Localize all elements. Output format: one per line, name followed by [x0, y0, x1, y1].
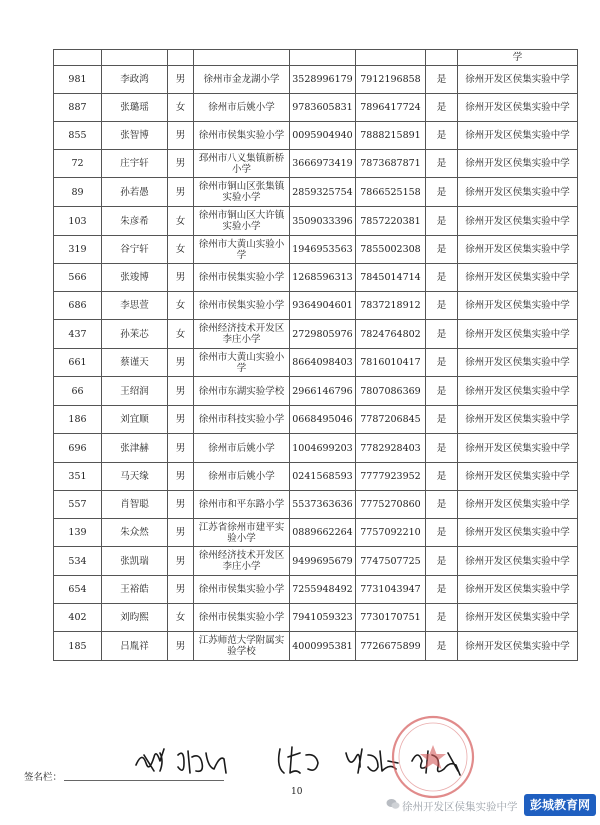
table-cell: 7941059323	[290, 604, 356, 632]
table-cell: 7837218912	[356, 292, 426, 320]
table-cell: 9499695679	[290, 547, 356, 576]
table-cell: 3666973419	[290, 150, 356, 178]
table-cell: 139	[54, 519, 102, 547]
table-cell: 0095904940	[290, 122, 356, 150]
table-cell: 2966146796	[290, 377, 356, 406]
table-cell: 徐州开发区侯集实验中学	[458, 491, 578, 519]
table-cell: 7255948492	[290, 576, 356, 604]
table-cell: 徐州市金龙湖小学	[194, 66, 290, 94]
table-cell: 7873687871	[356, 150, 426, 178]
table-cell: 江苏师范大学附属实验学校	[194, 632, 290, 661]
table-cell: 是	[426, 406, 458, 434]
table-row-fragment	[54, 50, 578, 66]
table-cell: 661	[54, 349, 102, 377]
table-cell: 9364904601	[290, 292, 356, 320]
table-cell: 566	[54, 264, 102, 292]
table-cell: 男	[168, 406, 194, 434]
official-seal	[388, 712, 478, 802]
table-cell: 5537363636	[290, 491, 356, 519]
table-cell: 朱彦希	[102, 207, 168, 236]
table-cell: 徐州开发区侯集实验中学	[458, 349, 578, 377]
table-row	[54, 122, 578, 150]
table-cell: 7726675899	[356, 632, 426, 661]
table-cell: 男	[168, 519, 194, 547]
table-cell: 686	[54, 292, 102, 320]
table-cell: 2729805976	[290, 320, 356, 349]
table-cell: 0668495046	[290, 406, 356, 434]
table-cell: 是	[426, 320, 458, 349]
table-row	[54, 632, 578, 661]
table-cell: 402	[54, 604, 102, 632]
table-cell: 徐州市后姚小学	[194, 94, 290, 122]
table-cell: 徐州市侯集实验小学	[194, 292, 290, 320]
table-cell: 男	[168, 178, 194, 207]
table-cell: 0241568593	[290, 463, 356, 491]
table-cell: 437	[54, 320, 102, 349]
table-cell: 邳州市八义集镇新桥小学	[194, 150, 290, 178]
wechat-icon	[386, 798, 400, 810]
table-cell: 王绍润	[102, 377, 168, 406]
table-cell: 蔡谨天	[102, 349, 168, 377]
table-cell: 肖智聪	[102, 491, 168, 519]
table-cell: 男	[168, 547, 194, 576]
table-cell: 887	[54, 94, 102, 122]
table-cell: 徐州市侯集实验小学	[194, 264, 290, 292]
table-row	[54, 292, 578, 320]
table-cell: 男	[168, 576, 194, 604]
table-cell: 女	[168, 292, 194, 320]
table-cell: 庄宇轩	[102, 150, 168, 178]
table-cell: 徐州开发区侯集实验中学	[458, 576, 578, 604]
table-cell: 是	[426, 264, 458, 292]
table-cell: 徐州开发区侯集实验中学	[458, 406, 578, 434]
table-cell: 7816010417	[356, 349, 426, 377]
table-cell: 是	[426, 292, 458, 320]
cell-fragment-2	[168, 50, 194, 66]
table-cell: 是	[426, 236, 458, 264]
table-cell: 7747507725	[356, 547, 426, 576]
table-cell: 是	[426, 434, 458, 463]
table-cell: 王裕皓	[102, 576, 168, 604]
table-cell: 徐州开发区侯集实验中学	[458, 66, 578, 94]
table-cell: 3509033396	[290, 207, 356, 236]
table-cell: 徐州市侯集实验小学	[194, 576, 290, 604]
table-cell: 186	[54, 406, 102, 434]
table-cell: 男	[168, 632, 194, 661]
table-cell: 徐州开发区侯集实验中学	[458, 207, 578, 236]
table-cell: 男	[168, 434, 194, 463]
table-cell: 2859325754	[290, 178, 356, 207]
table-cell: 是	[426, 491, 458, 519]
table-cell: 徐州开发区侯集实验中学	[458, 292, 578, 320]
table-cell: 是	[426, 377, 458, 406]
table-cell: 刘宜顺	[102, 406, 168, 434]
table-cell: 徐州市侯集实验小学	[194, 122, 290, 150]
table-cell: 7782928403	[356, 434, 426, 463]
table-cell: 7775270860	[356, 491, 426, 519]
table-cell: 7731043947	[356, 576, 426, 604]
table-cell: 1268596313	[290, 264, 356, 292]
table-row	[54, 150, 578, 178]
table-cell: 徐州市后姚小学	[194, 463, 290, 491]
table-cell: 徐州开发区侯集实验中学	[458, 236, 578, 264]
table-cell: 徐州市后姚小学	[194, 434, 290, 463]
table-cell: 是	[426, 349, 458, 377]
table-cell: 7896417724	[356, 94, 426, 122]
table-cell: 徐州市铜山区张集镇实验小学	[194, 178, 290, 207]
table-cell: 徐州开发区侯集实验中学	[458, 122, 578, 150]
table-cell: 徐州经济技术开发区李庄小学	[194, 320, 290, 349]
table-cell: 张璐瑶	[102, 94, 168, 122]
table-cell: 1946953563	[290, 236, 356, 264]
table-cell: 刘昀熙	[102, 604, 168, 632]
table-cell: 是	[426, 463, 458, 491]
table-cell: 1004699203	[290, 434, 356, 463]
table-cell: 徐州开发区侯集实验中学	[458, 264, 578, 292]
table-cell: 9783605831	[290, 94, 356, 122]
table-cell: 319	[54, 236, 102, 264]
table-cell: 徐州开发区侯集实验中学	[458, 150, 578, 178]
table-cell: 981	[54, 66, 102, 94]
table-cell: 男	[168, 66, 194, 94]
table-cell: 是	[426, 547, 458, 576]
table-cell: 男	[168, 377, 194, 406]
table-cell: 张竣博	[102, 264, 168, 292]
table-cell: 男	[168, 349, 194, 377]
table-cell: 7787206845	[356, 406, 426, 434]
table-cell: 8664098403	[290, 349, 356, 377]
table-cell: 李思萱	[102, 292, 168, 320]
table-cell: 是	[426, 519, 458, 547]
table-cell: 吕胤祥	[102, 632, 168, 661]
table-cell: 江苏省徐州市建平实验小学	[194, 519, 290, 547]
table-cell: 徐州市大黄山实验小学	[194, 349, 290, 377]
table-cell: 女	[168, 320, 194, 349]
table-cell: 张智博	[102, 122, 168, 150]
signature-line	[64, 780, 224, 781]
table-cell: 89	[54, 178, 102, 207]
table-cell: 654	[54, 576, 102, 604]
table-cell: 7857220381	[356, 207, 426, 236]
table-cell: 是	[426, 604, 458, 632]
table-cell: 朱众然	[102, 519, 168, 547]
table-cell: 是	[426, 122, 458, 150]
page-number: 10	[291, 787, 303, 797]
table-row	[54, 604, 578, 632]
table-cell: 7866525158	[356, 178, 426, 207]
table-cell: 徐州开发区侯集实验中学	[458, 463, 578, 491]
results-table-body	[54, 50, 578, 661]
table-cell: 张凯瑞	[102, 547, 168, 576]
table-cell: 是	[426, 94, 458, 122]
table-cell: 7912196858	[356, 66, 426, 94]
table-cell: 女	[168, 236, 194, 264]
watermark	[402, 793, 600, 819]
table-row	[54, 264, 578, 292]
table-cell: 7777923952	[356, 463, 426, 491]
table-row	[54, 377, 578, 406]
table-cell: 66	[54, 377, 102, 406]
table-cell: 张津赫	[102, 434, 168, 463]
table-cell: 女	[168, 207, 194, 236]
cell-fragment-5	[356, 50, 426, 66]
table-cell: 0889662264	[290, 519, 356, 547]
table-cell: 徐州市铜山区大许镇实验小学	[194, 207, 290, 236]
table-cell: 7757092210	[356, 519, 426, 547]
table-cell: 72	[54, 150, 102, 178]
table-cell: 103	[54, 207, 102, 236]
table-row	[54, 178, 578, 207]
table-cell: 徐州市侯集实验小学	[194, 604, 290, 632]
table-cell: 185	[54, 632, 102, 661]
table-cell: 徐州开发区侯集实验中学	[458, 434, 578, 463]
results-table	[53, 49, 578, 661]
table-cell: 7824764802	[356, 320, 426, 349]
table-row	[54, 406, 578, 434]
table-row	[54, 576, 578, 604]
table-cell: 男	[168, 264, 194, 292]
cell-fragment-6	[426, 50, 458, 66]
table-cell: 351	[54, 463, 102, 491]
table-row	[54, 94, 578, 122]
table-row	[54, 207, 578, 236]
table-cell: 徐州开发区侯集实验中学	[458, 94, 578, 122]
table-cell: 7807086369	[356, 377, 426, 406]
watermark-source-text: 徐州开发区侯集实验中学	[402, 801, 518, 813]
table-row	[54, 519, 578, 547]
watermark-brand-logo: 彭城教育网	[524, 794, 596, 816]
table-cell: 7888215891	[356, 122, 426, 150]
signature-label: 签名栏：	[24, 772, 63, 783]
cell-fragment-4	[290, 50, 356, 66]
table-cell: 是	[426, 632, 458, 661]
table-cell: 徐州开发区侯集实验中学	[458, 632, 578, 661]
table-cell: 马天缘	[102, 463, 168, 491]
table-row	[54, 434, 578, 463]
table-cell: 徐州市科技实验小学	[194, 406, 290, 434]
table-cell: 是	[426, 576, 458, 604]
table-cell: 徐州市和平东路小学	[194, 491, 290, 519]
table-cell: 徐州市东湖实验学校	[194, 377, 290, 406]
table-cell: 女	[168, 604, 194, 632]
table-cell: 孙茉芯	[102, 320, 168, 349]
table-cell: 是	[426, 150, 458, 178]
table-cell: 7855002308	[356, 236, 426, 264]
table-row	[54, 349, 578, 377]
cell-fragment-3	[194, 50, 290, 66]
table-row	[54, 236, 578, 264]
table-cell: 徐州开发区侯集实验中学	[458, 604, 578, 632]
table-cell: 孙若愚	[102, 178, 168, 207]
table-cell: 徐州开发区侯集实验中学	[458, 547, 578, 576]
table-row	[54, 463, 578, 491]
table-cell: 男	[168, 122, 194, 150]
cell-fragment-0	[54, 50, 102, 66]
table-row	[54, 547, 578, 576]
table-cell: 徐州开发区侯集实验中学	[458, 178, 578, 207]
table-cell: 是	[426, 178, 458, 207]
table-row	[54, 320, 578, 349]
table-cell: 534	[54, 547, 102, 576]
table-cell: 557	[54, 491, 102, 519]
table-cell: 7730170751	[356, 604, 426, 632]
table-cell: 徐州经济技术开发区李庄小学	[194, 547, 290, 576]
table-row	[54, 66, 578, 94]
table-cell: 男	[168, 491, 194, 519]
table-cell: 3528996179	[290, 66, 356, 94]
table-cell: 是	[426, 66, 458, 94]
table-cell: 7845014714	[356, 264, 426, 292]
table-cell: 696	[54, 434, 102, 463]
table-cell: 女	[168, 94, 194, 122]
table-cell: 徐州开发区侯集实验中学	[458, 377, 578, 406]
cell-fragment-1	[102, 50, 168, 66]
table-row	[54, 491, 578, 519]
table-cell: 是	[426, 207, 458, 236]
table-cell: 855	[54, 122, 102, 150]
table-cell: 徐州开发区侯集实验中学	[458, 519, 578, 547]
cell-fragment-7: 学	[458, 50, 578, 66]
table-cell: 4000995381	[290, 632, 356, 661]
table-cell: 谷宁轩	[102, 236, 168, 264]
table-cell: 徐州市大黄山实验小学	[194, 236, 290, 264]
table-cell: 男	[168, 150, 194, 178]
table-cell: 徐州开发区侯集实验中学	[458, 320, 578, 349]
table-cell: 男	[168, 463, 194, 491]
table-cell: 李政鸿	[102, 66, 168, 94]
